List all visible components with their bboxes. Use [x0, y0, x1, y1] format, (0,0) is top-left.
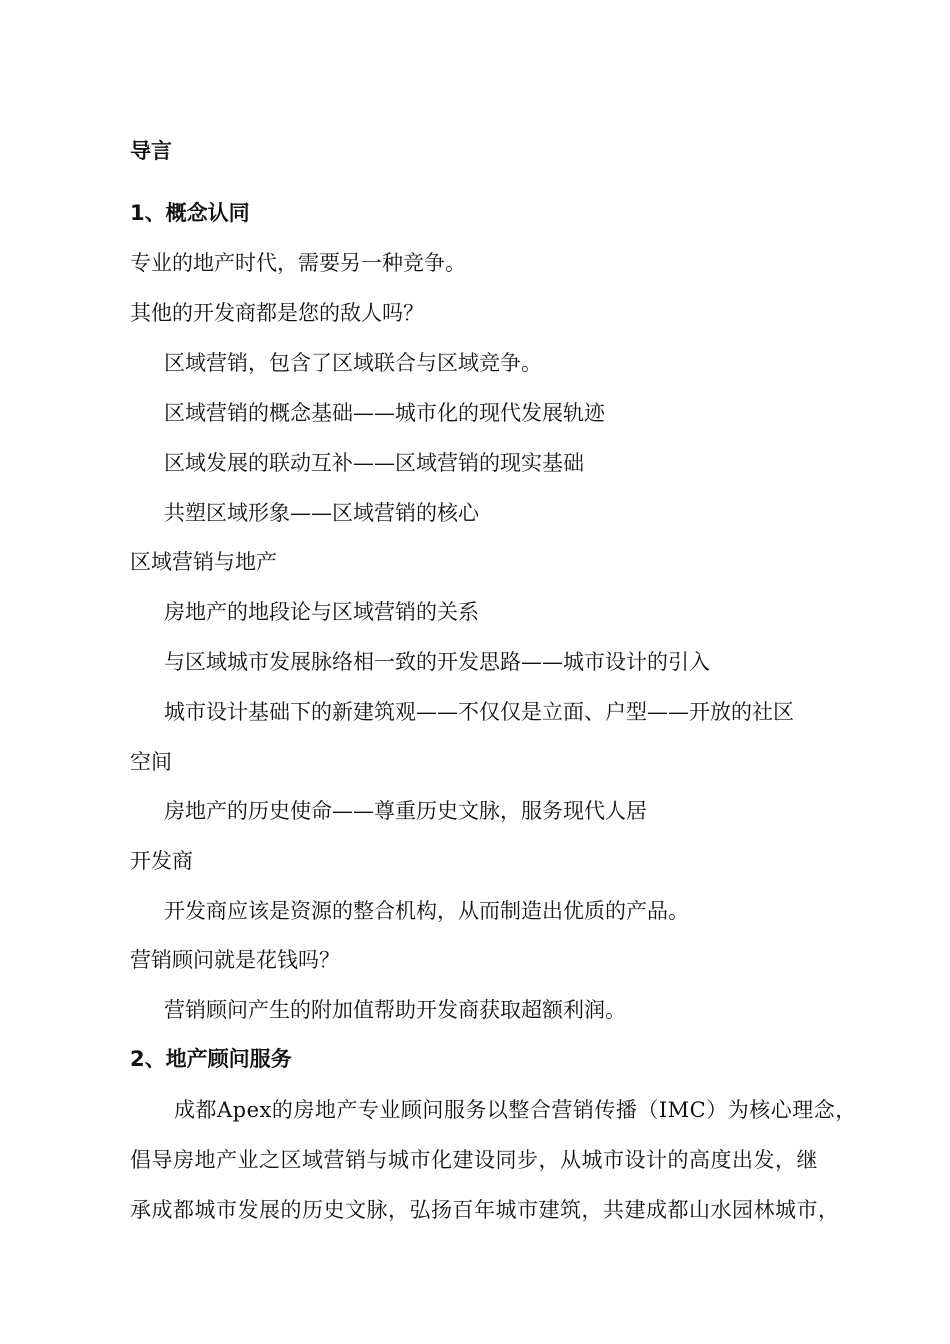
text-line: 区域发展的联动互补——区域营销的现实基础 [164, 451, 584, 475]
paragraph-line: 承成都城市发展的历史文脉，弘扬百年城市建筑，共建成都山水园林城市， [130, 1198, 840, 1222]
paragraph-line: 成都Apex的房地产专业顾问服务以整合营销传播（IMC）为核心理念， [174, 1098, 857, 1122]
text-line: 房地产的历史使命——尊重历史文脉，服务现代人居 [164, 799, 647, 823]
text-line: 空间 [130, 750, 172, 774]
text-line: 营销顾问产生的附加值帮助开发商获取超额利润。 [164, 998, 626, 1022]
text-line: 区域营销与地产 [130, 550, 277, 574]
text-line: 营销顾问就是花钱吗？ [130, 948, 340, 972]
text-line: 城市设计基础下的新建筑观——不仅仅是立面、户型——开放的社区 [164, 700, 794, 724]
text-line: 专业的地产时代，需要另一种竞争。 [130, 251, 466, 275]
section2-heading: 2、地产顾问服务 [130, 1047, 292, 1071]
text-line: 区域营销的概念基础——城市化的现代发展轨迹 [164, 401, 605, 425]
text-line: 共塑区域形象——区域营销的核心 [164, 501, 479, 525]
text-line: 开发商 [130, 849, 193, 873]
section1-heading: 1、概念认同 [130, 201, 250, 225]
text-line: 其他的开发商都是您的敌人吗？ [130, 301, 424, 325]
section2-paragraph [130, 1096, 860, 1246]
text-line: 区域营销，包含了区域联合与区域竞争。 [164, 351, 542, 375]
paragraph-line: 倡导房地产业之区域营销与城市化建设同步，从城市设计的高度出发，继 [130, 1148, 818, 1172]
text-line: 开发商应该是资源的整合机构，从而制造出优质的产品。 [164, 899, 689, 923]
text-line: 房地产的地段论与区域营销的关系 [164, 600, 479, 624]
text-line: 与区域城市发展脉络相一致的开发思路——城市设计的引入 [164, 650, 710, 674]
intro-title: 导言 [130, 139, 172, 163]
